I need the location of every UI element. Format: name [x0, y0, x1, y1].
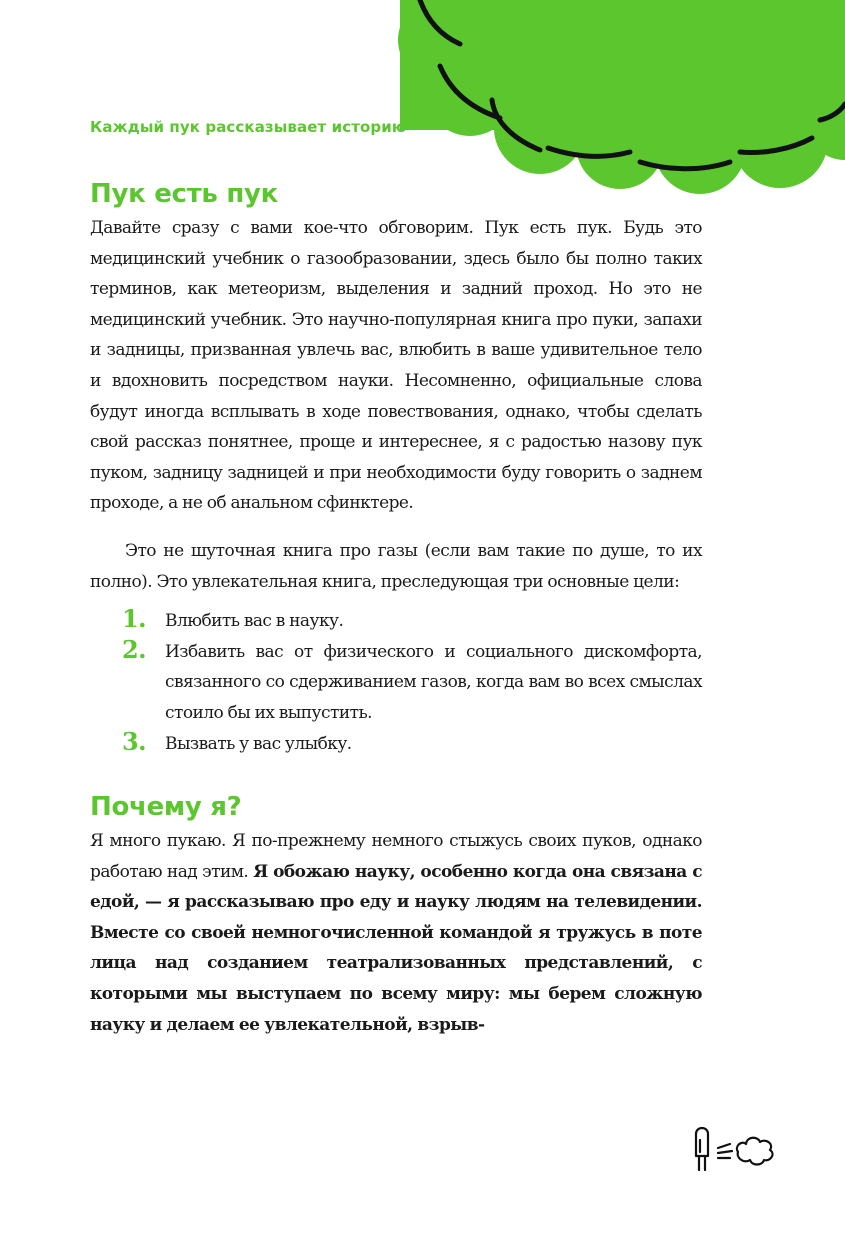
- list-item: [90, 634, 702, 729]
- list-number: 1.: [122, 604, 146, 634]
- section-title-1: Пук есть пук: [90, 179, 278, 209]
- paragraph-2: Это не шуточная книга про газы (если вам такие по душе, то их полно). Это увлекательная книга, преследующая три основные цели:: [90, 540, 702, 592]
- list-text: Влюбить вас в науку.: [165, 611, 344, 632]
- paragraph-3: [90, 826, 702, 1040]
- list-item: [90, 726, 702, 760]
- page-content: [90, 176, 702, 1040]
- fart-person-doodle-icon: [690, 1122, 780, 1174]
- goals-list: [90, 606, 702, 759]
- green-cloud-icon: [0, 0, 845, 200]
- list-number: 3.: [122, 726, 146, 756]
- list-text: Избавить вас от физического и социального дискомфорта, связанного со сдерживанием газов, когда вам во всех смыслах стоило бы их выпустить.: [165, 641, 702, 723]
- list-item: [90, 606, 702, 637]
- section-title-2: Почему я?: [90, 792, 242, 823]
- list-number: 2.: [122, 634, 146, 664]
- paragraph-3-bold: Я обожаю науку, особенно когда она связана с едой, — я рассказываю про еду и науку людям на телевидении. Вместе со своей немногочисленной командой я тружусь в поте лица над созданием театрализованных представлений, с которыми мы выступаем по всему миру: мы берем сложную науку и делаем ее увлекательной, взрыв-: [90, 861, 702, 1035]
- paragraph-1: Давайте сразу с вами кое-что обговорим. Пук есть пук. Будь это медицинский учебник о газообразовании, здесь было бы полно таких терминов, как метеоризм, выделения и задний проход. Но это не медицинский учебник. Это научно-популярная книга про пуки, запахи и задницы, призванная увлечь вас, влюбить в ваше удивительное тело и вдохновить посредством науки. Несомненно, официальные слова будут иногда всплывать в ходе повествования, однако, чтобы сделать свой рассказ понятнее, проще и интереснее, я с радостью назову пук пуком, задницу задницей и при необходимости буду говорить о заднем проходе, а не об анальном сфинктере.: [90, 218, 702, 514]
- list-text: Вызвать у вас улыбку.: [165, 733, 352, 754]
- running-head: Каждый пук рассказывает историю: [90, 118, 407, 136]
- paragraph-3-normal: Я много пукаю. Я по-прежнему немного стыжусь своих пуков, однако работаю над этим.: [90, 831, 702, 882]
